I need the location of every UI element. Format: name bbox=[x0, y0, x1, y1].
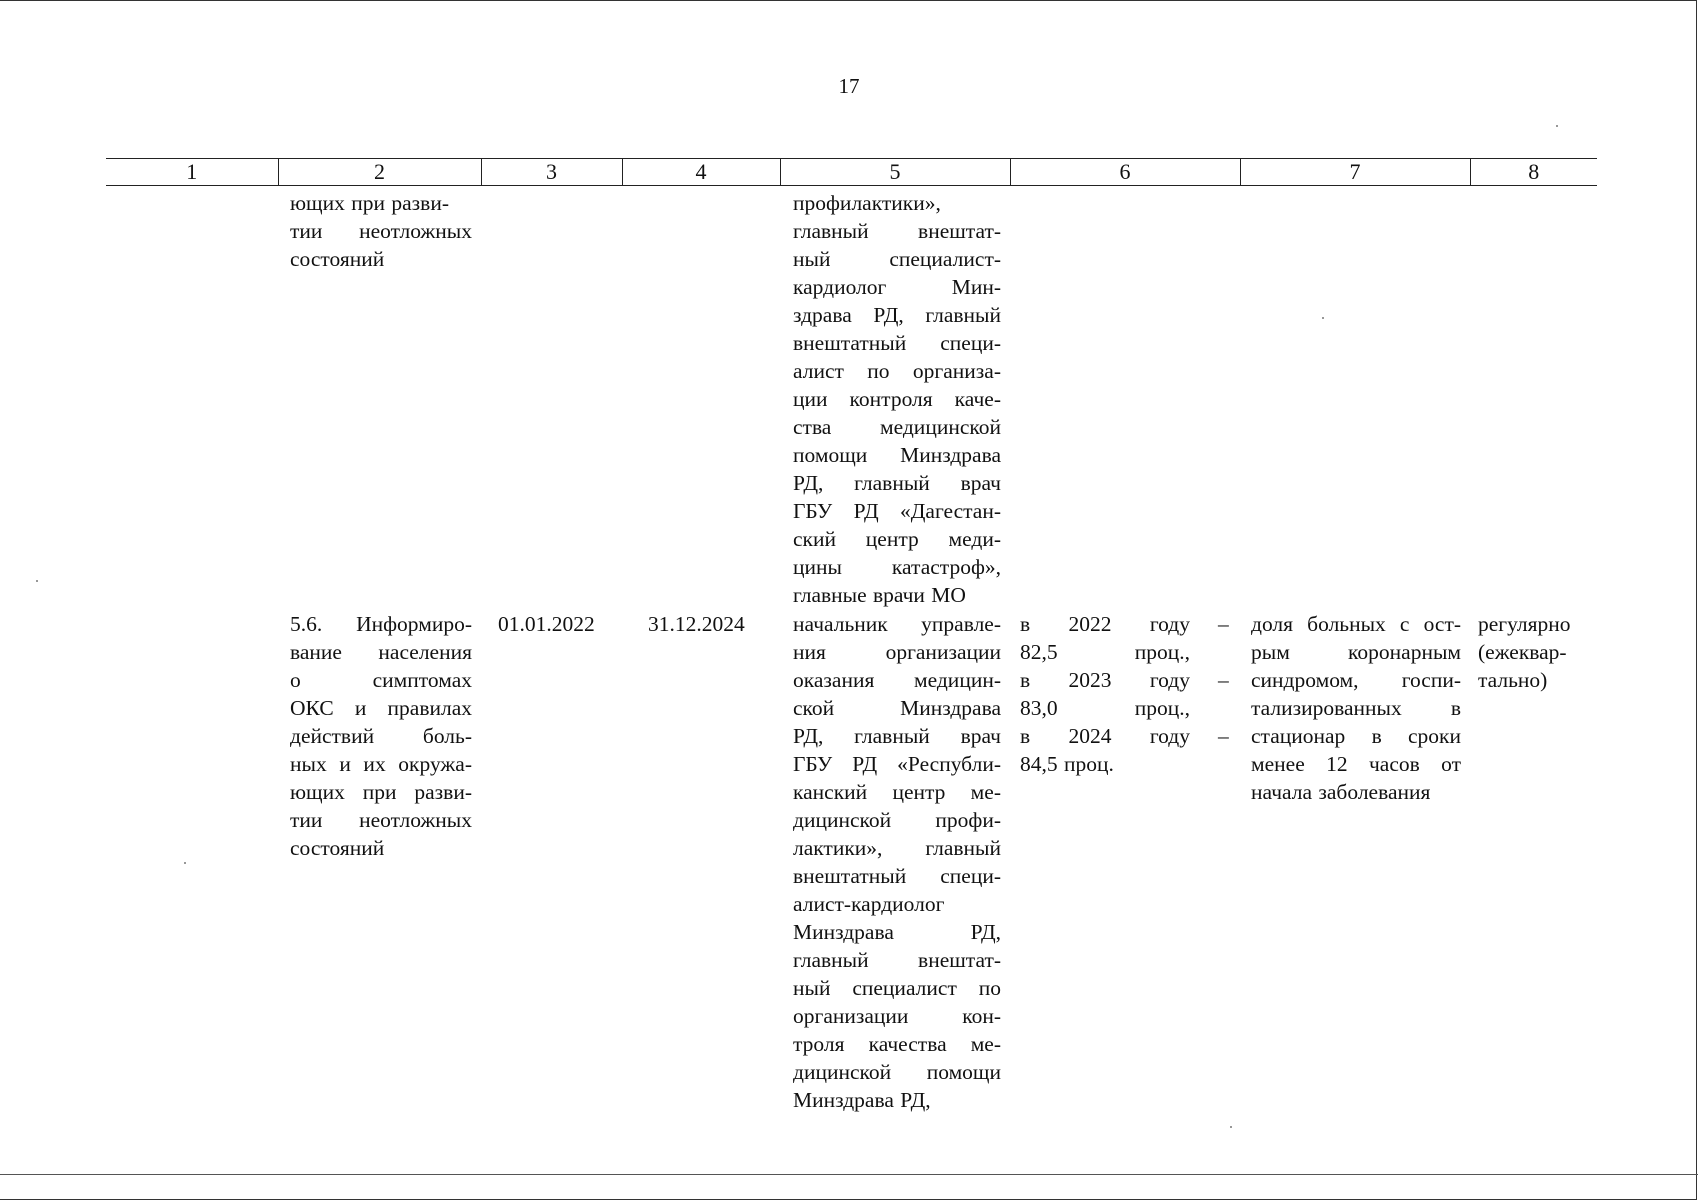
row-5-6-responsible-text bbox=[793, 610, 1001, 1114]
text-line: троля качества ме- bbox=[793, 1032, 1001, 1056]
text-line: начальник управле- bbox=[793, 612, 1001, 636]
text-line: 84,5 проц. bbox=[1020, 752, 1114, 776]
text-line: тии неотложных bbox=[290, 808, 472, 832]
text-line: оказания медицин- bbox=[793, 668, 1001, 692]
text-line: 83,0 проц., bbox=[1020, 696, 1190, 720]
text-line: 5.6. Информиро- bbox=[290, 612, 472, 636]
scan-speck bbox=[1230, 1126, 1232, 1128]
text-line: канский центр ме- bbox=[793, 780, 1001, 804]
row-5-6-measure-text bbox=[290, 610, 472, 862]
text-line: рым коронарным bbox=[1251, 640, 1461, 664]
prev-row-responsible-text bbox=[793, 189, 1001, 609]
scan-speck bbox=[184, 862, 186, 864]
text-line: тализированных в bbox=[1251, 696, 1461, 720]
text-line: лактики», главный bbox=[793, 836, 1001, 860]
text-line: Минздрава РД, bbox=[793, 1088, 931, 1112]
header-col-7: 7 bbox=[1240, 159, 1470, 186]
row-5-6-frequency-text bbox=[1478, 610, 1593, 694]
header-col-3: 3 bbox=[481, 159, 622, 186]
text-line: ный специалист- bbox=[793, 247, 1001, 271]
text-line: Минздрава РД, bbox=[793, 920, 1001, 944]
text-line: начала заболевания bbox=[1251, 780, 1431, 804]
text-line: в 2023 году bbox=[1020, 668, 1190, 692]
text-line: ОКС и правилах bbox=[290, 696, 472, 720]
text-line: ющих при разви- bbox=[290, 780, 472, 804]
dash: – bbox=[1218, 724, 1229, 748]
text-line: помощи Минздрава bbox=[793, 443, 1001, 467]
text-line: ГБУ РД «Республи- bbox=[793, 752, 1001, 776]
text-line: кардиолог Мин- bbox=[793, 275, 1001, 299]
text-line: организации кон- bbox=[793, 1004, 1001, 1028]
text-line: ющих при разви- bbox=[290, 191, 449, 215]
dash: – bbox=[1218, 612, 1229, 636]
text-line: 82,5 проц., bbox=[1020, 640, 1190, 664]
text-line: ской Минздрава bbox=[793, 696, 1001, 720]
page-number: 17 bbox=[838, 74, 860, 98]
text-line: дицинской помощи bbox=[793, 1060, 1001, 1084]
text-line: ский центр меди- bbox=[793, 527, 1001, 551]
text-line: профилактики», bbox=[793, 191, 941, 215]
text-line: ный специалист по bbox=[793, 976, 1001, 1000]
column-number-header bbox=[106, 158, 1597, 186]
text-line: регулярно bbox=[1478, 612, 1571, 636]
text-line: внештатный специ- bbox=[793, 864, 1001, 888]
text-line: состояний bbox=[290, 836, 385, 860]
text-line: главный внештат- bbox=[793, 948, 1001, 972]
header-col-8: 8 bbox=[1470, 159, 1597, 186]
text-line: алист по организа- bbox=[793, 359, 1001, 383]
text-line: ных и их окружа- bbox=[290, 752, 472, 776]
text-line: тии неотложных bbox=[290, 219, 472, 243]
text-line: РД, главный врач bbox=[793, 724, 1001, 748]
row-5-6-target-values bbox=[1020, 610, 1190, 778]
text-line: синдромом, госпи- bbox=[1251, 668, 1461, 692]
text-line: в 2024 году bbox=[1020, 724, 1190, 748]
scan-speck bbox=[36, 580, 38, 582]
scan-speck bbox=[1322, 317, 1324, 319]
text-line: внештатный специ- bbox=[793, 331, 1001, 355]
text-line: ции контроля каче- bbox=[793, 387, 1001, 411]
row-5-6-end-date: 31.12.2024 bbox=[648, 612, 745, 636]
prev-row-measure-text bbox=[290, 189, 472, 273]
row-5-6-start-date: 01.01.2022 bbox=[498, 612, 595, 636]
text-line: тально) bbox=[1478, 668, 1548, 692]
text-line: алист-кардиолог bbox=[793, 892, 945, 916]
text-line: РД, главный врач bbox=[793, 471, 1001, 495]
text-line: главный внештат- bbox=[793, 219, 1001, 243]
text-line: здрава РД, главный bbox=[793, 303, 1001, 327]
text-line: действий боль- bbox=[290, 724, 472, 748]
text-line: (ежеквар- bbox=[1478, 640, 1567, 664]
header-col-6: 6 bbox=[1010, 159, 1240, 186]
text-line: стационар в сроки bbox=[1251, 724, 1461, 748]
text-line: доля больных с ост- bbox=[1251, 612, 1461, 636]
text-line: главные врачи МО bbox=[793, 583, 966, 607]
page-bottom-rule bbox=[0, 1174, 1698, 1175]
text-line: ства медицинской bbox=[793, 415, 1001, 439]
row-5-6-dashes bbox=[1218, 610, 1232, 750]
text-line: о симптомах bbox=[290, 668, 472, 692]
dash: – bbox=[1218, 668, 1229, 692]
text-line: в 2022 году bbox=[1020, 612, 1190, 636]
text-line: цины катастроф», bbox=[793, 555, 1001, 579]
text-line: ния организации bbox=[793, 640, 1001, 664]
text-line: состояний bbox=[290, 247, 385, 271]
text-line: дицинской профи- bbox=[793, 808, 1001, 832]
scan-speck bbox=[1556, 125, 1558, 127]
text-line: менее 12 часов от bbox=[1251, 752, 1461, 776]
header-col-2: 2 bbox=[278, 159, 481, 186]
text-line: ГБУ РД «Дагестан- bbox=[793, 499, 1001, 523]
header-col-4: 4 bbox=[622, 159, 780, 186]
text-line: вание населения bbox=[290, 640, 472, 664]
row-5-6-indicator-text bbox=[1251, 610, 1461, 806]
header-col-1: 1 bbox=[106, 159, 278, 186]
header-col-5: 5 bbox=[780, 159, 1010, 186]
